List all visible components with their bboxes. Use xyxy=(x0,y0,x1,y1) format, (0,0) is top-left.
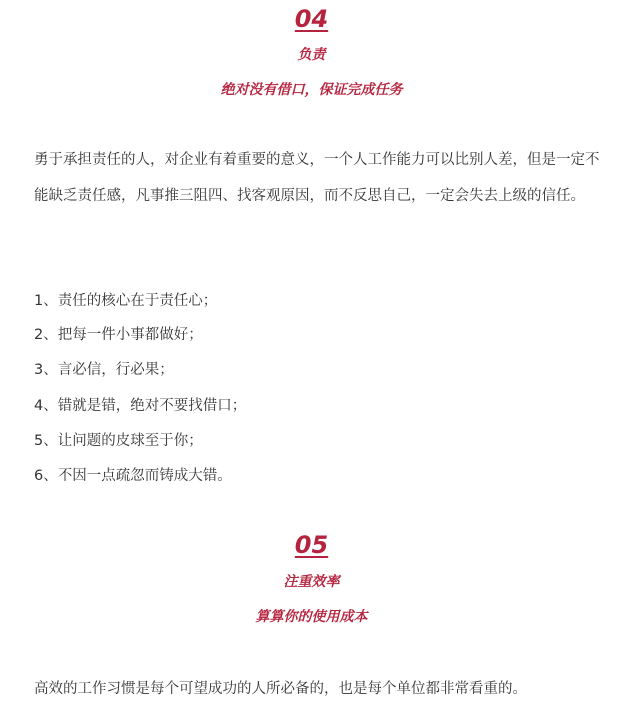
list-item: 6、不因一点疏忽而铸成大错。 xyxy=(34,468,232,484)
section-4-paragraph: 勇于承担责任的人，对企业有着重要的意义，一个人工作能力可以比别人差，但是一定不能缺乏责任感，凡事推三阻四、找客观原因，而不反思自己，一定会失去上级的信任。 xyxy=(34,152,600,204)
section-title-responsibility: 负责 xyxy=(297,47,326,63)
section-number-04: 04 xyxy=(294,5,329,33)
list-item: 5、让问题的皮球至于你； xyxy=(34,433,203,449)
list-item: 2、把每一件小事都做好； xyxy=(34,327,203,343)
section-subtitle-no-excuses: 绝对没有借口，保证完成任务 xyxy=(220,82,403,98)
list-item: 4、错就是错，绝对不要找借口； xyxy=(34,398,247,414)
section-subtitle-usage-cost: 算算你的使用成本 xyxy=(255,609,368,625)
list-item: 1、责任的核心在于责任心； xyxy=(34,293,218,309)
section-number-05: 05 xyxy=(294,531,329,559)
list-item: 3、言必信，行必果； xyxy=(34,362,174,378)
section-title-efficiency: 注重效率 xyxy=(283,574,340,590)
section-5-paragraph: 高效的工作习惯是每个可望成功的人所必备的，也是每个单位都非常看重的。 xyxy=(34,681,527,697)
